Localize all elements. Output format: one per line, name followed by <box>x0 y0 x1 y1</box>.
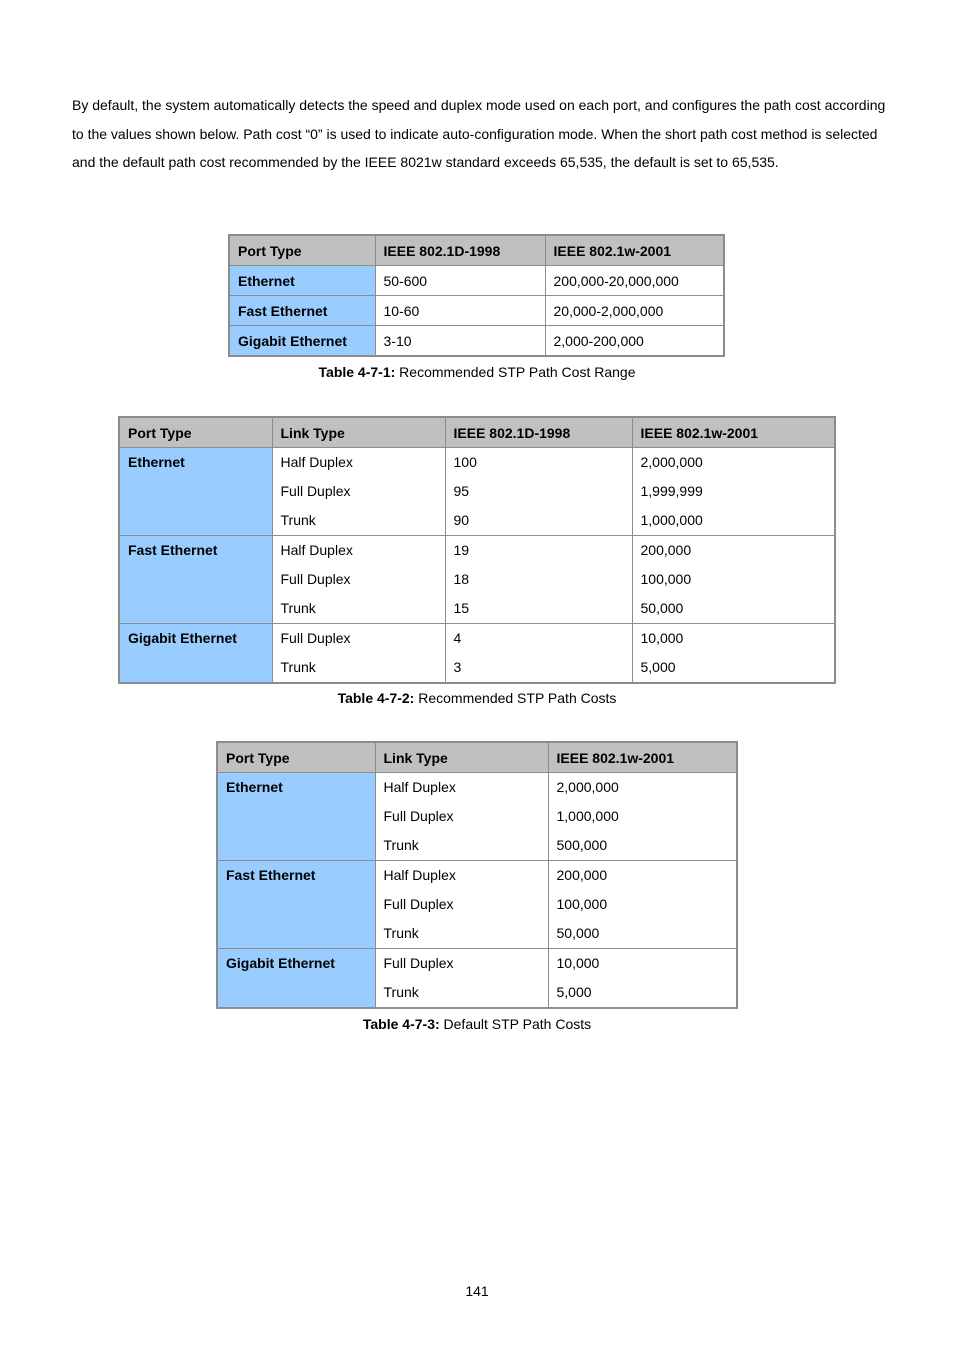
link-type: Full Duplex <box>383 896 454 912</box>
link-type-cell <box>375 949 548 1009</box>
column-header: IEEE 802.1D-1998 <box>375 235 545 266</box>
cost-cell <box>445 448 632 536</box>
cost-value: 100,000 <box>640 571 692 587</box>
table-row <box>229 266 724 296</box>
link-type: Half Duplex <box>383 867 456 883</box>
cost-cell <box>632 448 835 536</box>
cost-cell <box>548 861 737 949</box>
cost-cell <box>548 949 737 1009</box>
default-path-costs-table <box>216 741 738 1009</box>
path-costs-table <box>118 416 836 684</box>
table-header-row <box>119 417 835 448</box>
port-type-label: Fast Ethernet <box>226 867 316 883</box>
port-type-cell <box>119 448 272 536</box>
link-type: Trunk <box>383 837 419 853</box>
link-type: Half Duplex <box>280 542 353 558</box>
cost-value: 2,000,000 <box>640 454 703 470</box>
path-cost-range-table <box>228 234 725 357</box>
table-caption <box>0 364 954 380</box>
cost-cell <box>632 624 835 684</box>
table-header-row <box>229 235 724 266</box>
cost-cell: 20,000-2,000,000 <box>545 296 724 326</box>
cost-value: 10,000 <box>556 955 600 971</box>
cost-value: 50,000 <box>640 600 684 616</box>
cost-cell <box>548 773 737 861</box>
cost-cell <box>632 536 835 624</box>
port-type-cell <box>119 536 272 624</box>
port-type-cell <box>119 624 272 684</box>
link-type: Full Duplex <box>280 483 351 499</box>
column-header: Link Type <box>375 742 548 773</box>
cost-value: 4 <box>453 630 462 646</box>
cost-value: 500,000 <box>556 837 608 853</box>
link-type: Trunk <box>280 659 316 675</box>
cost-value: 1,999,999 <box>640 483 703 499</box>
cost-value: 90 <box>453 512 470 528</box>
table-row <box>119 624 835 684</box>
port-type-label: Gigabit Ethernet <box>128 630 237 646</box>
caption-text: Default STP Path Costs <box>439 1016 592 1032</box>
cost-cell: 10-60 <box>375 296 545 326</box>
port-type-cell <box>217 861 375 949</box>
column-header: IEEE 802.1w-2001 <box>632 417 835 448</box>
table-row <box>217 773 737 861</box>
link-type-cell <box>375 861 548 949</box>
table-row <box>119 536 835 624</box>
column-header: IEEE 802.1w-2001 <box>545 235 724 266</box>
column-header: Port Type <box>229 235 375 266</box>
table-row <box>217 861 737 949</box>
link-type: Full Duplex <box>280 571 351 587</box>
cost-value: 18 <box>453 571 470 587</box>
cost-value: 5,000 <box>556 984 592 1000</box>
table-caption <box>0 1016 954 1032</box>
table-caption <box>0 690 954 706</box>
cost-cell <box>445 624 632 684</box>
port-type-cell: Fast Ethernet <box>229 296 375 326</box>
cost-value: 95 <box>453 483 470 499</box>
cost-value: 100,000 <box>556 896 608 912</box>
intro-paragraph: By default, the system automatically detects the speed and duplex mode used on each port, and configures the path cost according to the values shown below. Path cost “0” is used to indicate auto-configuration mode. When the short path cost method is selected and the default path cost recommended by the IEEE 8021w standard exceeds 65,535, the default is set to 65,535. <box>72 97 886 171</box>
cost-cell: 2,000-200,000 <box>545 326 724 357</box>
port-type-cell: Ethernet <box>229 266 375 296</box>
cost-value: 15 <box>453 600 470 616</box>
link-type: Trunk <box>383 984 419 1000</box>
port-type-label: Ethernet <box>226 779 283 795</box>
table-header-row <box>217 742 737 773</box>
port-type-label: Gigabit Ethernet <box>226 955 335 971</box>
table-row <box>217 949 737 1009</box>
cost-value: 1,000,000 <box>556 808 619 824</box>
link-type: Trunk <box>280 600 316 616</box>
cost-cell <box>445 536 632 624</box>
table-row <box>229 296 724 326</box>
column-header: IEEE 802.1D-1998 <box>445 417 632 448</box>
link-type-cell <box>272 624 445 684</box>
caption-label: Table 4-7-1: <box>318 364 396 380</box>
caption-label: Table 4-7-2: <box>337 690 415 706</box>
cost-value: 19 <box>453 542 470 558</box>
cost-value: 10,000 <box>640 630 684 646</box>
cost-value: 200,000 <box>556 867 608 883</box>
port-type-cell: Gigabit Ethernet <box>229 326 375 357</box>
cost-value: 200,000 <box>640 542 692 558</box>
cost-cell: 50-600 <box>375 266 545 296</box>
port-type-cell <box>217 773 375 861</box>
caption-text: Recommended STP Path Cost Range <box>395 364 636 380</box>
caption-text: Recommended STP Path Costs <box>414 690 617 706</box>
table-row <box>229 326 724 357</box>
link-type-cell <box>272 536 445 624</box>
cost-value: 100 <box>453 454 477 470</box>
caption-label: Table 4-7-3: <box>362 1016 440 1032</box>
cost-value: 1,000,000 <box>640 512 703 528</box>
column-header: Port Type <box>217 742 375 773</box>
column-header: IEEE 802.1w-2001 <box>548 742 737 773</box>
link-type: Full Duplex <box>280 630 351 646</box>
link-type: Trunk <box>383 925 419 941</box>
link-type: Half Duplex <box>383 779 456 795</box>
cost-value: 5,000 <box>640 659 676 675</box>
cost-value: 50,000 <box>556 925 600 941</box>
column-header: Link Type <box>272 417 445 448</box>
cost-cell: 3-10 <box>375 326 545 357</box>
page-number: 141 <box>465 1283 489 1299</box>
cost-cell: 200,000-20,000,000 <box>545 266 724 296</box>
link-type-cell <box>272 448 445 536</box>
link-type: Full Duplex <box>383 808 454 824</box>
port-type-label: Fast Ethernet <box>128 542 218 558</box>
link-type-cell <box>375 773 548 861</box>
link-type: Half Duplex <box>280 454 353 470</box>
port-type-cell <box>217 949 375 1009</box>
table-row <box>119 448 835 536</box>
port-type-label: Ethernet <box>128 454 185 470</box>
cost-value: 3 <box>453 659 462 675</box>
link-type: Trunk <box>280 512 316 528</box>
column-header: Port Type <box>119 417 272 448</box>
link-type: Full Duplex <box>383 955 454 971</box>
cost-value: 2,000,000 <box>556 779 619 795</box>
